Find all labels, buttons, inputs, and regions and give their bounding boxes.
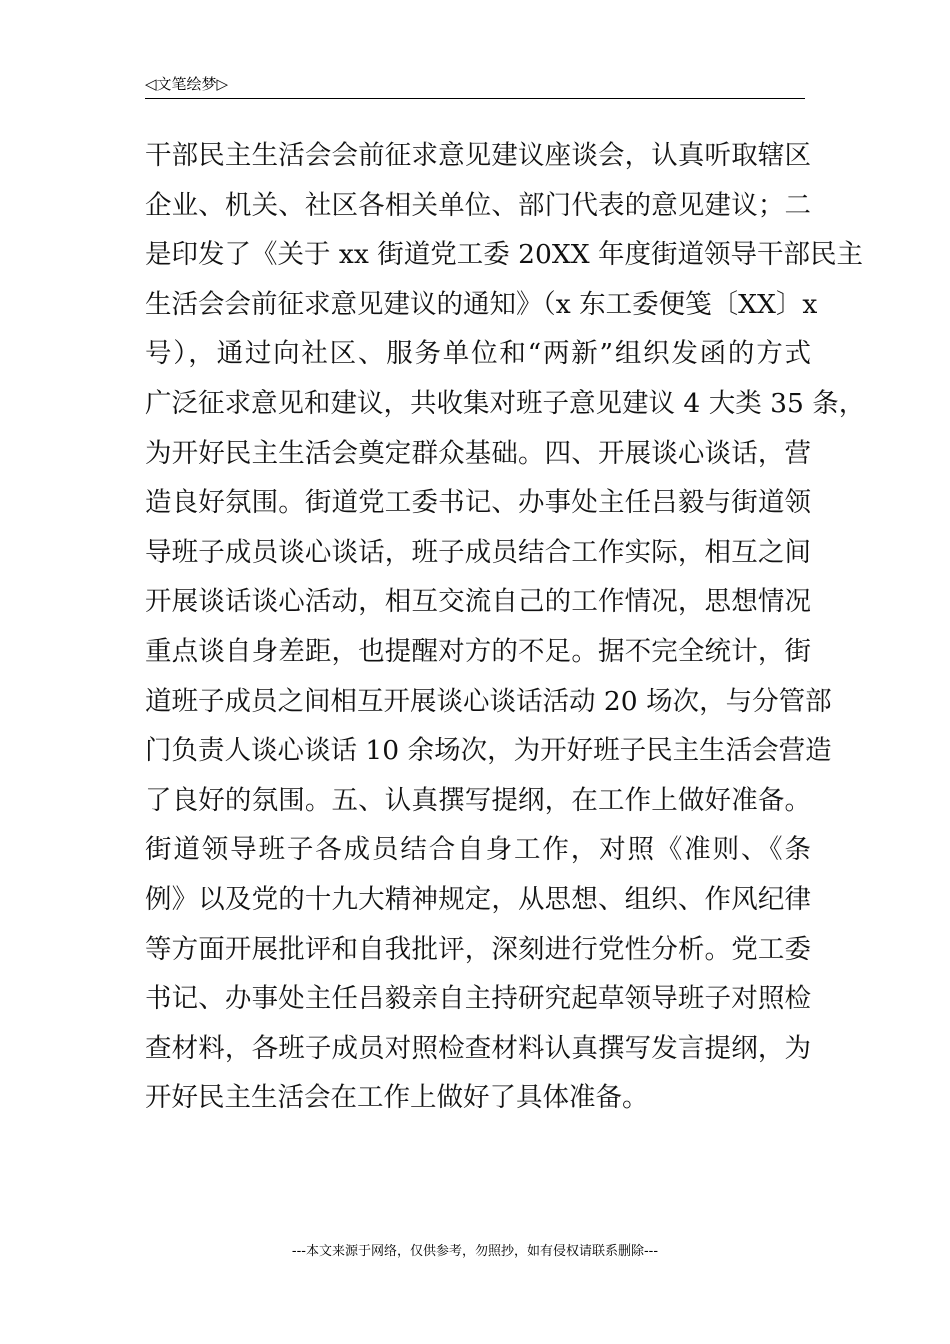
body-line: 导班子成员谈心谈话，班子成员结合工作实际，相互之间 [145, 536, 811, 568]
body-line: 是印发了《关于 xx 街道党工委 20XX 年度街道领导干部民主 [145, 239, 864, 271]
body-line: 了良好的氛围。五、认真撰写提纲，在工作上做好准备。 [145, 784, 811, 816]
body-line: 开好民主生活会在工作上做好了具体准备。 [145, 1082, 649, 1114]
body-line: 开展谈话谈心活动，相互交流自己的工作情况，思想情况 [145, 586, 811, 618]
body-line: 重点谈自身差距，也提醒对方的不足。据不完全统计，街 [145, 635, 811, 667]
body-line: 道班子成员之间相互开展谈心谈话活动 20 场次，与分管部 [145, 685, 832, 717]
body-line: 干部民主生活会会前征求意见建议座谈会，认真听取辖区 [145, 140, 811, 171]
page-header [145, 74, 805, 99]
document-body [145, 131, 866, 1123]
body-line: 为开好民主生活会奠定群众基础。四、开展谈心谈话，营 [145, 437, 811, 469]
body-line: 查材料，各班子成员对照检查材料认真撰写发言提纲，为 [145, 1032, 811, 1064]
footer-disclaimer: ---本文来源于网络，仅供参考，勿照抄，如有侵权请联系删除--- [291, 1244, 659, 1259]
body-line: 企业、机关、社区各相关单位、部门代表的意见建议；二 [145, 189, 811, 221]
body-line: 门负责人谈心谈话 10 余场次，为开好班子民主生活会营造 [145, 735, 832, 767]
body-line: 书记、办事处主任吕毅亲自主持研究起草领导班子对照检 [145, 983, 811, 1015]
body-line: 例》以及党的十九大精神规定，从思想、组织、作风纪律 [145, 883, 811, 915]
body-line: 号），通过向社区、服务单位和“两新”组织发函的方式 [145, 338, 811, 370]
page-footer [0, 1243, 950, 1261]
body-line: 街道领导班子各成员结合自身工作，对照《准则、《条 [145, 834, 811, 866]
body-line: 造良好氛围。街道党工委书记、办事处主任吕毅与街道领 [145, 487, 811, 519]
body-line: 广泛征求意见和建议，共收集对班子意见建议 4 大类 35 条， [145, 387, 866, 419]
body-line: 等方面开展批评和自我批评，深刻进行党性分析。党工委 [145, 933, 811, 965]
body-line: 生活会会前征求意见建议的通知》（x 东工委便笺〔XX〕x [145, 288, 818, 320]
header-label: ◁文笔绘梦▷ [145, 75, 229, 93]
